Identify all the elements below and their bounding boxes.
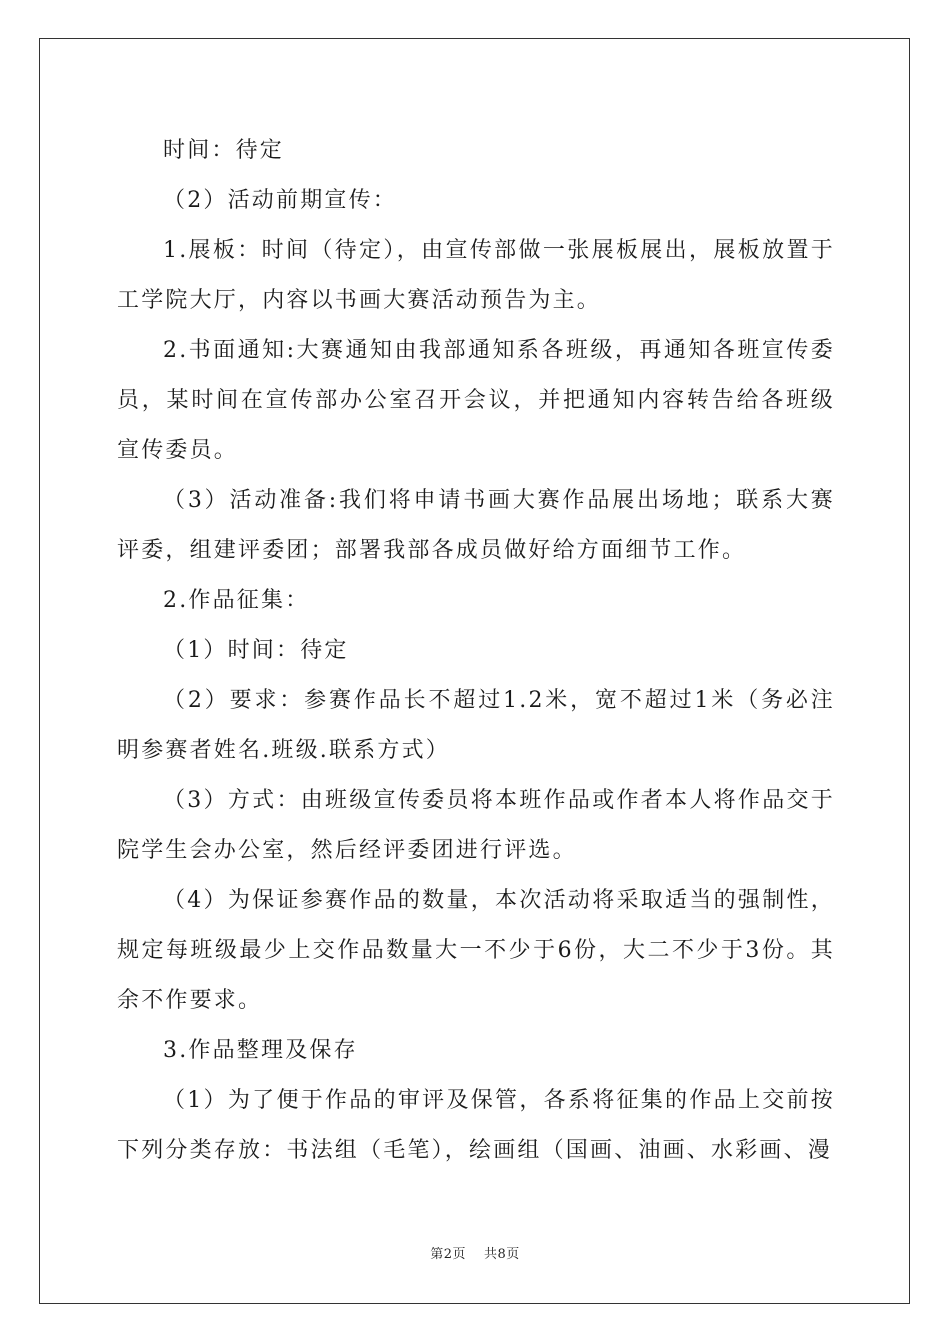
page-footer [0, 1246, 950, 1264]
paragraph-classification: （1）为了便于作品的审评及保管，各系将征集的作品上交前按下列分类存放：书法组（毛笔），绘画组（国画、油画、水彩画、漫 [117, 1088, 835, 1163]
paragraph-method: （3）方式：由班级宣传委员将本班作品或作者本人将作品交于院学生会办公室，然后经评委团进行评选。 [117, 788, 835, 863]
paragraph-requirements: （2）要求：参赛作品长不超过1.2米，宽不超过1米（务必注明参赛者姓名.班级.联系方式） [117, 688, 835, 763]
paragraph-collection-time: （1）时间：待定 [163, 638, 349, 663]
paragraph-collection-heading: 2.作品征集： [163, 588, 310, 613]
document-body [117, 126, 835, 1176]
paragraph-written-notice: 2.书面通知:大赛通知由我部通知系各班级，再通知各班宣传委员，某时间在宣传部办公室召开会议，并把通知内容转告给各班级宣传委员。 [117, 338, 835, 463]
paragraph-preparation: （3）活动准备:我们将申请书画大赛作品展出场地；联系大赛评委，组建评委团；部署我部各成员做好给方面细节工作。 [117, 488, 835, 563]
current-page-label: 第2页 [430, 1247, 466, 1262]
paragraph-time: 时间：待定 [163, 138, 285, 163]
paragraph-storage-heading: 3.作品整理及保存 [163, 1038, 358, 1063]
paragraph-display-board: 1.展板：时间（待定），由宣传部做一张展板展出，展板放置于工学院大厅，内容以书画大赛活动预告为主。 [117, 238, 835, 313]
total-pages-label: 共8页 [484, 1247, 520, 1262]
paragraph-quota: （4）为保证参赛作品的数量，本次活动将采取适当的强制性，规定每班级最少上交作品数量大一不少于6份，大二不少于3份。其余不作要求。 [117, 888, 835, 1013]
paragraph-publicity-heading: （2）活动前期宣传： [163, 188, 397, 213]
